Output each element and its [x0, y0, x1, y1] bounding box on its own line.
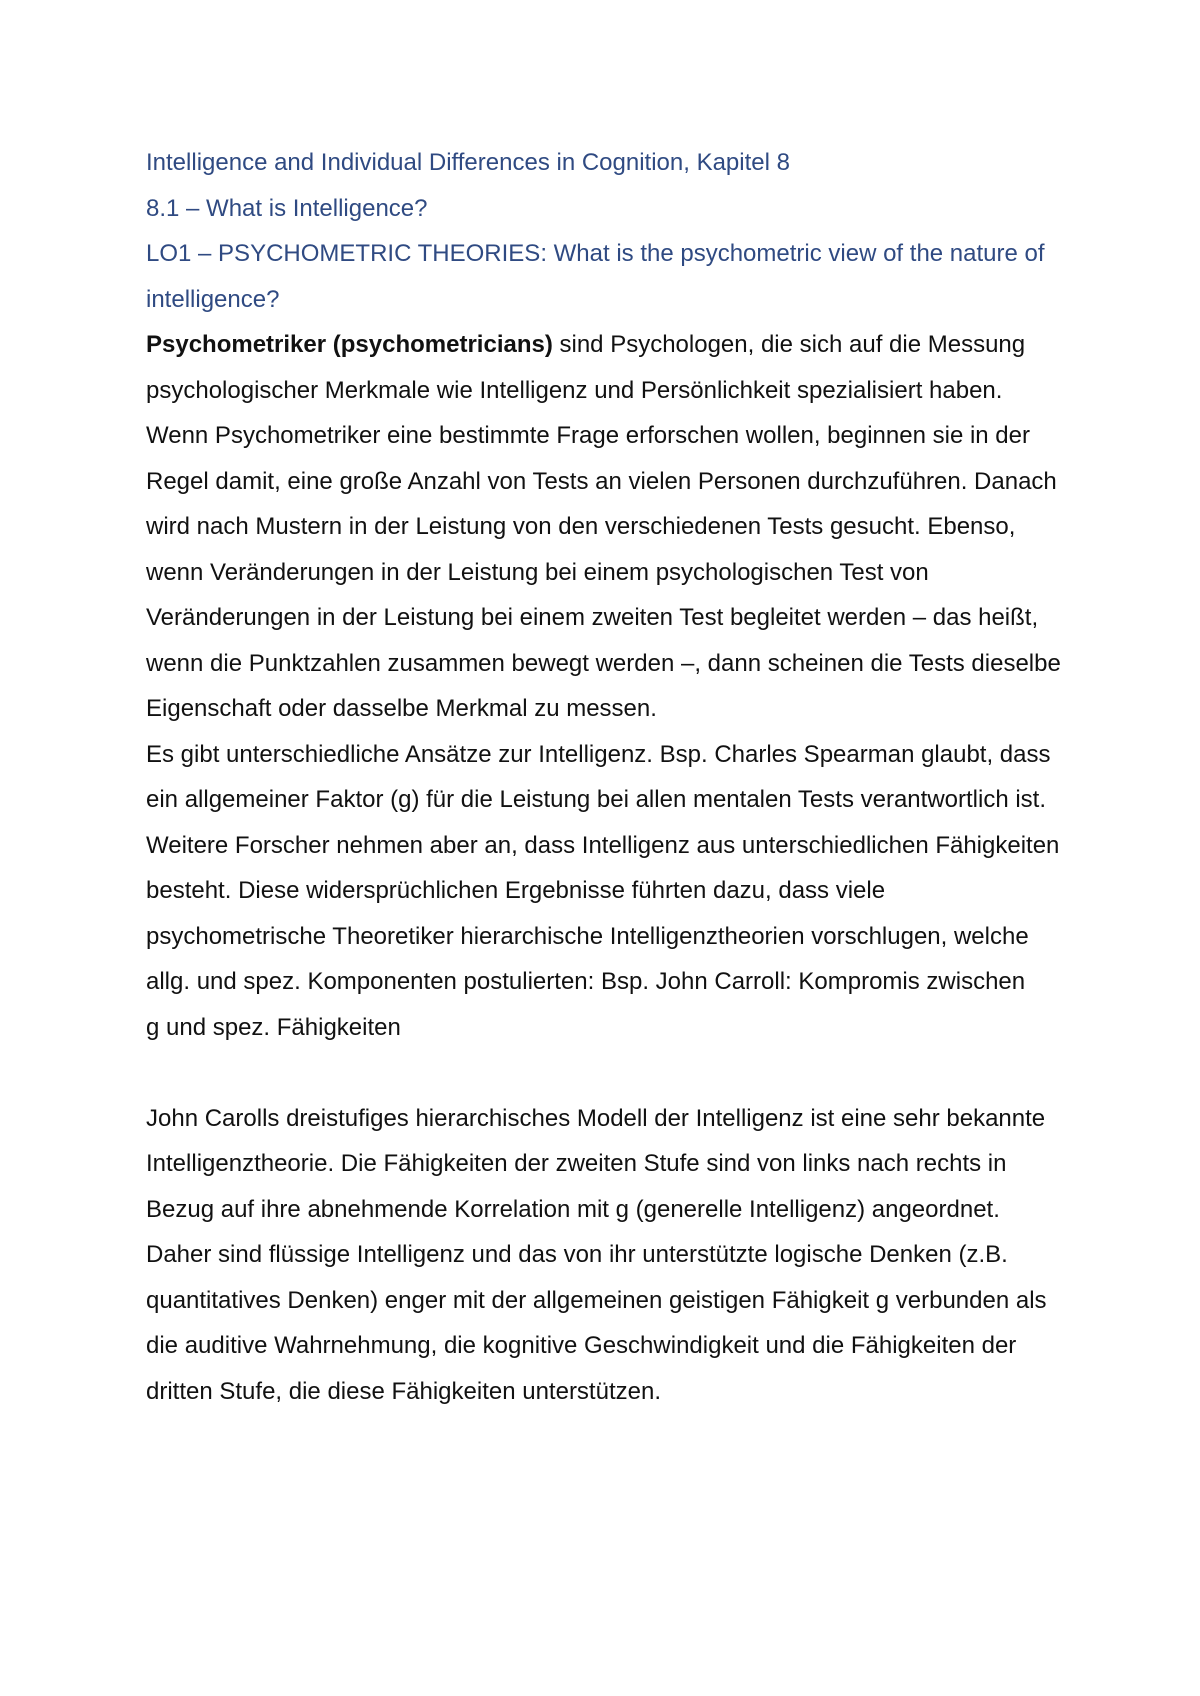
document-page: [146, 140, 1066, 1414]
document-title: Intelligence and Individual Differences in Cognition, Kapitel 8: [146, 149, 790, 176]
learning-objective-heading: LO1 – PSYCHOMETRIC THEORIES: What is the psychometric view of the nature of intelligence?: [146, 240, 1045, 313]
paragraph-psychometricians: [146, 322, 1066, 732]
bold-term: Psychometriker (psychometricians): [146, 331, 553, 358]
paragraph-text: sind Psychologen, die sich auf die Messung psychologischer Merkmale wie Intelligenz und Persönlichkeit spezialisiert haben. Wenn Psychometriker eine bestimmte Frage erforschen wollen, beginnen sie in der Regel damit, eine große Anzahl von Tests an vielen Personen durchzuführen. Danach wird nach Mustern in der Leistung von den verschiedenen Tests gesucht. Ebenso, wenn Veränderungen in der Leistung bei einem psychologischen Test von Veränderungen in der Leistung bei einem zweiten Test begleitet werden – das heißt, wenn die Punktzahlen zusammen bewegt werden –, dann scheinen die Tests dieselbe Eigenschaft oder dasselbe Merkmal zu messen.: [146, 331, 1061, 722]
paragraph-carroll-model: John Carolls dreistufiges hierarchisches Modell der Intelligenz ist eine sehr bekannte Intelligenztheorie. Die Fähigkeiten der zweiten Stufe sind von links nach rechts in Bezug auf ihre abnehmende Korrelation mit g (generelle Intelligenz) angeordnet. Daher sind flüssige Intelligenz und das von ihr unterstützte logische Denken (z.B. quantitatives Denken) enger mit der allgemeinen geistigen Fähigkeit g verbunden als die auditive Wahrnehmung, die kognitive Geschwindigkeit und die Fähigkeiten der dritten Stufe, die diese Fähigkeiten unterstützen.: [146, 1104, 1047, 1405]
section-heading: 8.1 – What is Intelligence?: [146, 194, 428, 222]
paragraph-approaches: Es gibt unterschiedliche Ansätze zur Intelligenz. Bsp. Charles Spearman glaubt, dass ein allgemeiner Faktor (g) für die Leistung bei allen mentalen Tests verantwortlich ist. Weitere Forscher nehmen aber an, dass Intelligenz aus unterschiedlichen Fähigkeiten besteht. Diese widersprüchlichen Ergebnisse führten dazu, dass viele psychometrische Theoretiker hierarchische Intelligenztheorien vorschlugen, welche allg. und spez. Komponenten postulierten: Bsp. John Carroll: Kompromis zwischen: [146, 740, 1060, 995]
paragraph-approaches-end: g und spez. Fähigkeiten: [146, 1013, 401, 1041]
